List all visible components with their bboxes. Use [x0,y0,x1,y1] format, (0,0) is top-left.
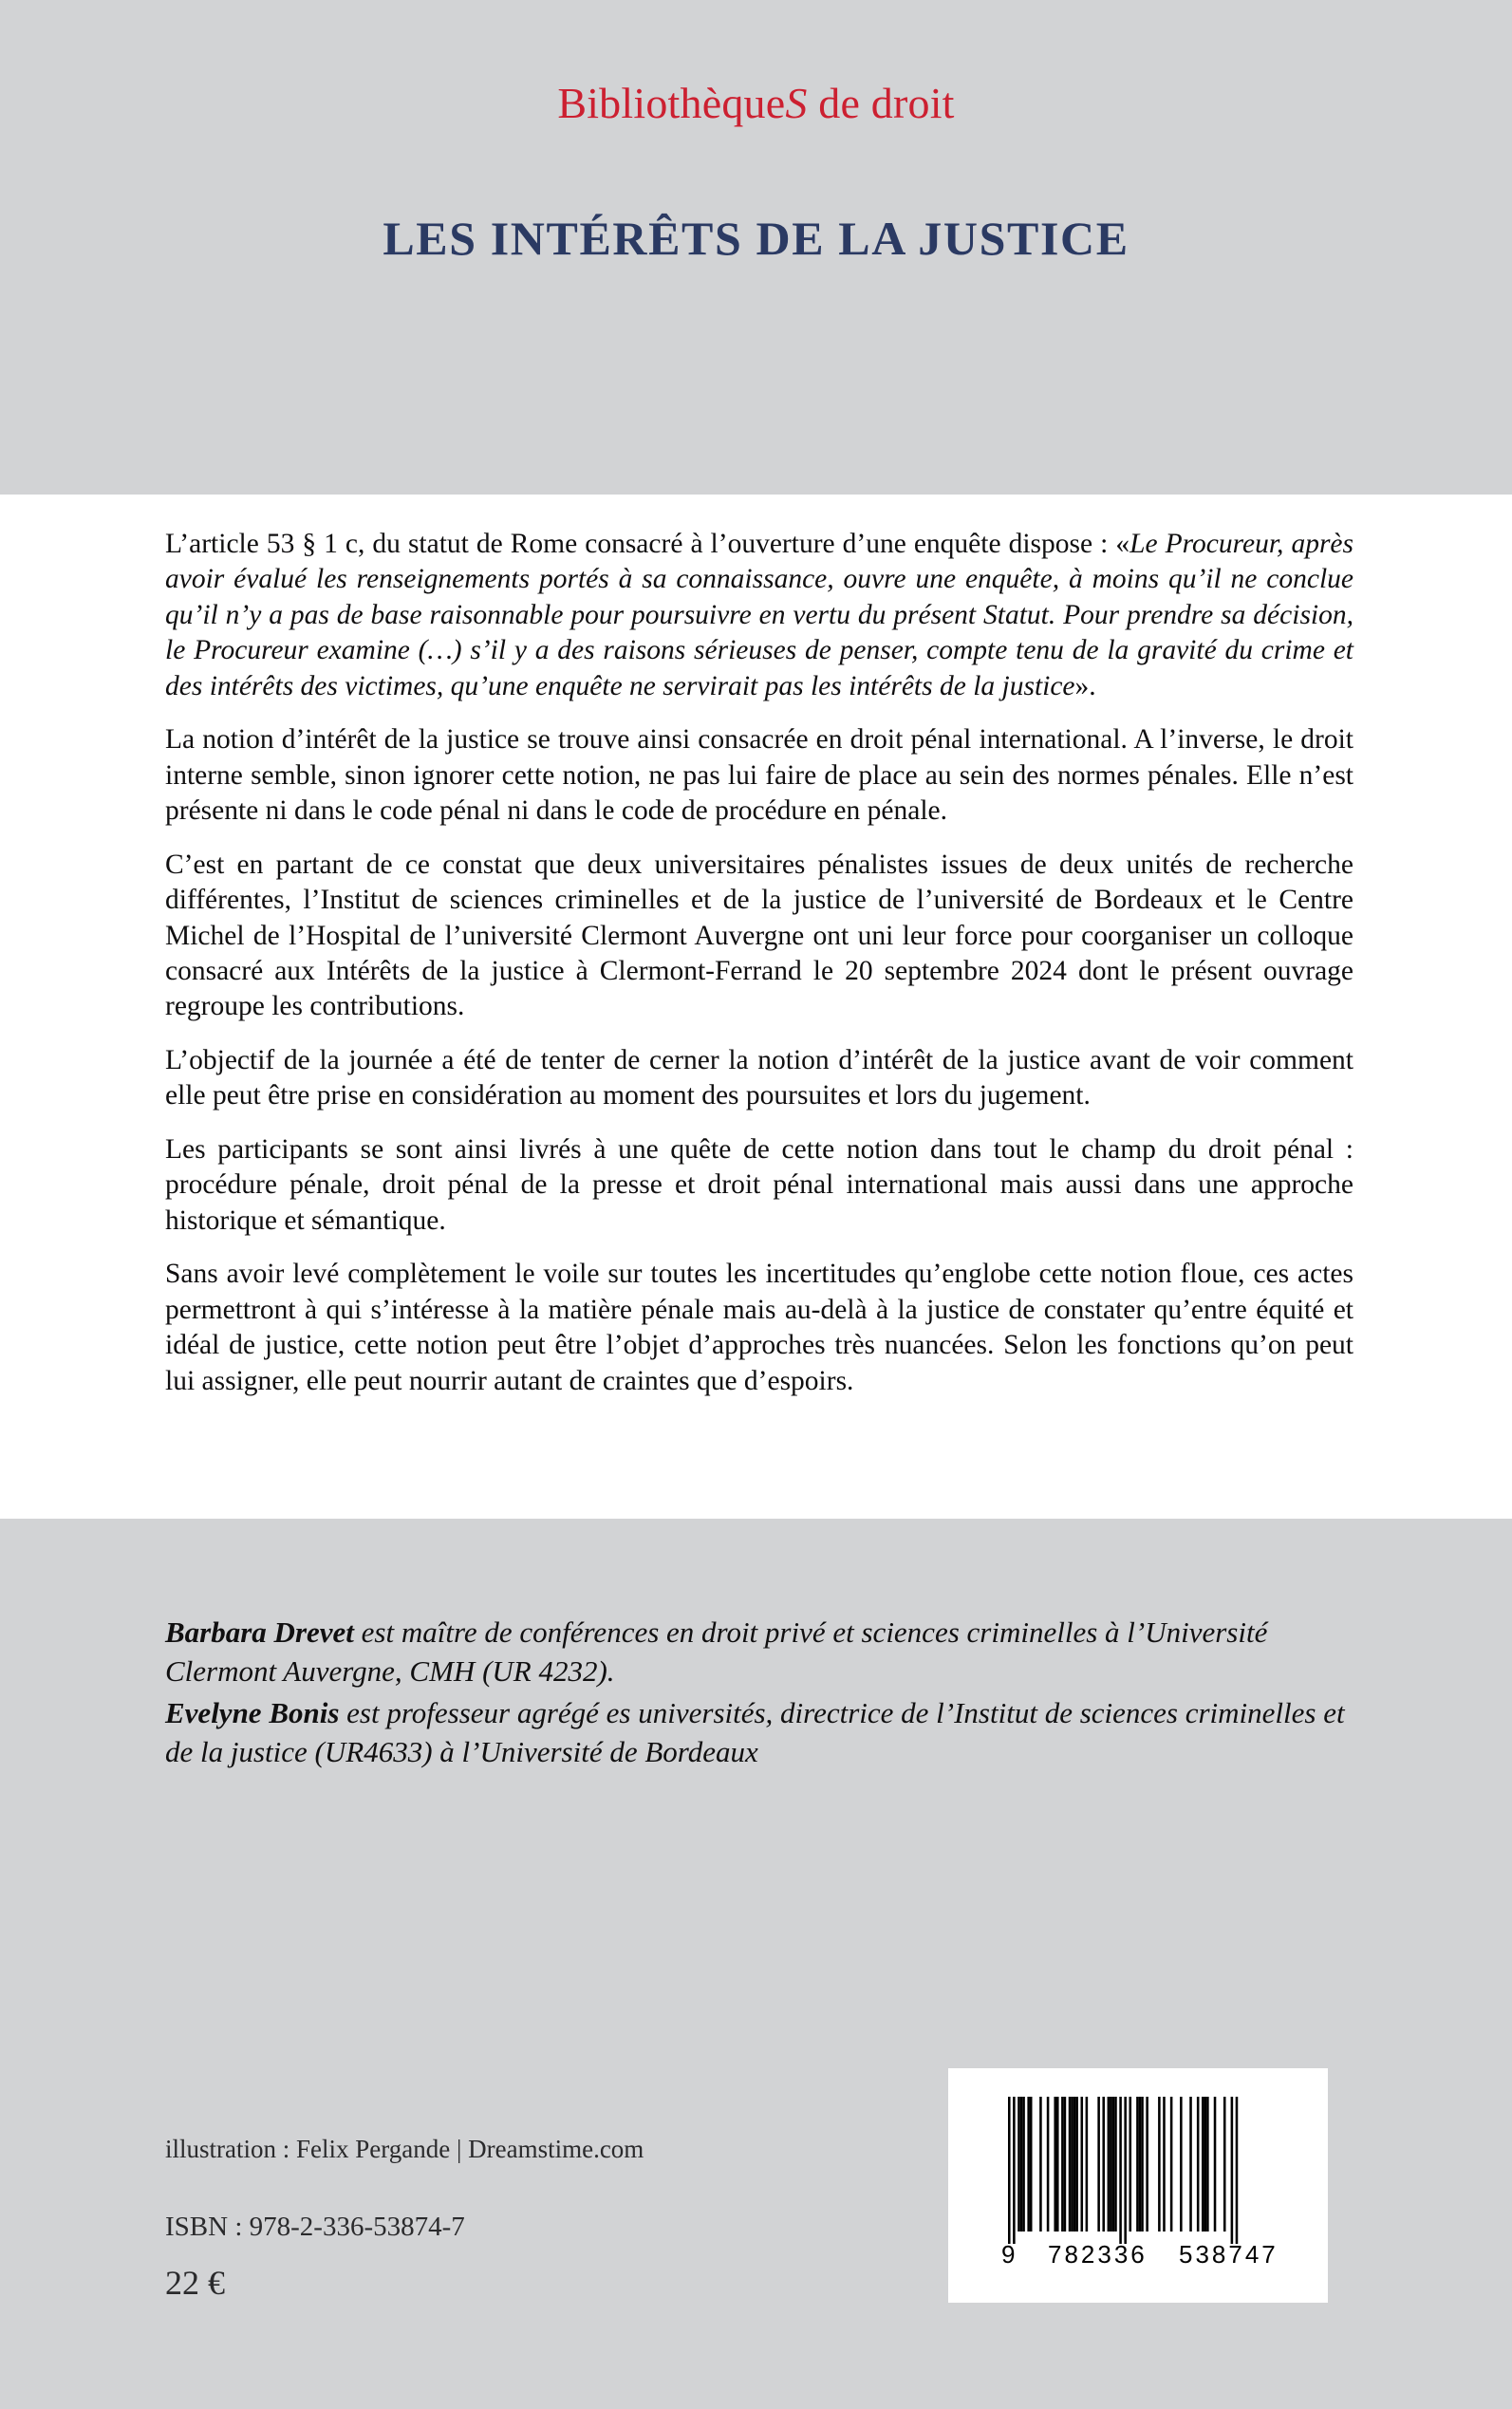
barcode-digits-right: 538747 [1179,2240,1279,2269]
page-title: LES INTÉRÊTS DE LA JUSTICE [383,212,1129,265]
barcode-svg [948,2068,1328,2303]
blurb-paragraph-1-quote: Le Procureur, après avoir évalué les renseignements portés à sa connaissance, ouvre une enquête, à moins qu’il ne conclue qu’il n’y a pas de base raisonnable pour poursuivre en vertu du présent Statut. Pour prendre sa décision, le Procureur examine (…) s’il y a des raisons sérieuses de penser, compte tenu de la gravité du crime et des intérêts des victimes, qu’une enquête ne servirait pas les intérêts de la justice [165,529,1353,701]
authors-bio-block [165,1614,1353,1775]
header-band [0,0,1512,495]
blurb-text-block [165,527,1353,1399]
blurb-paragraph-1 [165,527,1353,704]
series-title-prefix: Bibliothèque [557,79,786,127]
author-description-1: est maître de conférences en droit privé et sciences criminelles à l’Université Clermont Auvergne, CMH (UR 4232). [165,1615,1268,1688]
blurb-paragraph-2: La notion d’intérêt de la justice se trouve ainsi consacrée en droit pénal international. A l’inverse, le droit interne semble, sinon ignorer cette notion, ne pas lui faire de place au sein des normes pénales. Elle n’est présente ni dans le code pénal ni dans le code de procédure en pénale. [165,724,1353,827]
author-description-2: est professeur agrégé es universités, directrice de l’Institut de sciences criminelles et de la justice (UR4633) à l’Université de Bordeaux [165,1696,1345,1768]
author-name-1: Barbara Drevet [165,1615,354,1649]
blurb-paragraph-4: L’objectif de la journée a été de tenter de cerner la notion d’intérêt de la justice avant de voir comment elle peut être prise en considération au moment des poursuites et lors du jugement. [165,1044,1353,1111]
barcode-digit-leading: 9 [1001,2240,1016,2269]
author-name-2: Evelyne Bonis [165,1696,340,1730]
series-title-suffix: de droit [807,79,955,127]
illustration-credit: illustration : Felix Pergande | Dreamstime.com [165,2135,644,2163]
series-title [0,78,1512,128]
blurb-paragraph-5: Les participants se sont ainsi livrés à une quête de cette notion dans tout le champ du droit pénal : procédure pénale, droit pénal de la presse et droit pénal international mais aussi dans une approche historique et sémantique. [165,1133,1353,1236]
blurb-paragraph-6: Sans avoir levé complètement le voile sur toutes les incertitudes qu’englobe cette notion floue, ces actes permettront à qui s’intéresse à la matière pénale mais au-delà à la justice de constater qu’entre équité et idéal de justice, cette notion peut être l’objet d’approches très nuancées. Selon les fonctions qu’on peut lui assigner, elle peut nourrir autant de craintes que d’espoirs. [165,1259,1353,1396]
author-bio-1 [165,1614,1353,1690]
barcode-digits-left: 782336 [1048,2240,1148,2269]
isbn-text: ISBN : 978-2-336-53874-7 [165,2212,465,2242]
barcode [948,2068,1328,2303]
blurb-panel [0,495,1512,1519]
blurb-paragraph-3: C’est en partant de ce constat que deux universitaires pénalistes issues de deux unités de recherche différentes, l’Institut de sciences criminelles et de la justice de l’université de Bordeaux et le Centre Michel de l’Hospital de l’université Clermont Auvergne ont uni leur force pour coorganiser un colloque consacré aux Intérêts de la justice à Clermont-Ferrand le 20 septembre 2024 dont le présent ouvrage regroupe les contributions. [165,849,1353,1022]
author-bio-2 [165,1694,1353,1771]
blurb-paragraph-1-lead: L’article 53 § 1 c, du statut de Rome consacré à l’ouverture d’une enquête dispose : « [165,529,1130,559]
series-title-stylized-s: S [785,79,808,127]
blurb-paragraph-1-tail: ». [1074,670,1096,701]
price-text: 22 € [165,2264,225,2302]
